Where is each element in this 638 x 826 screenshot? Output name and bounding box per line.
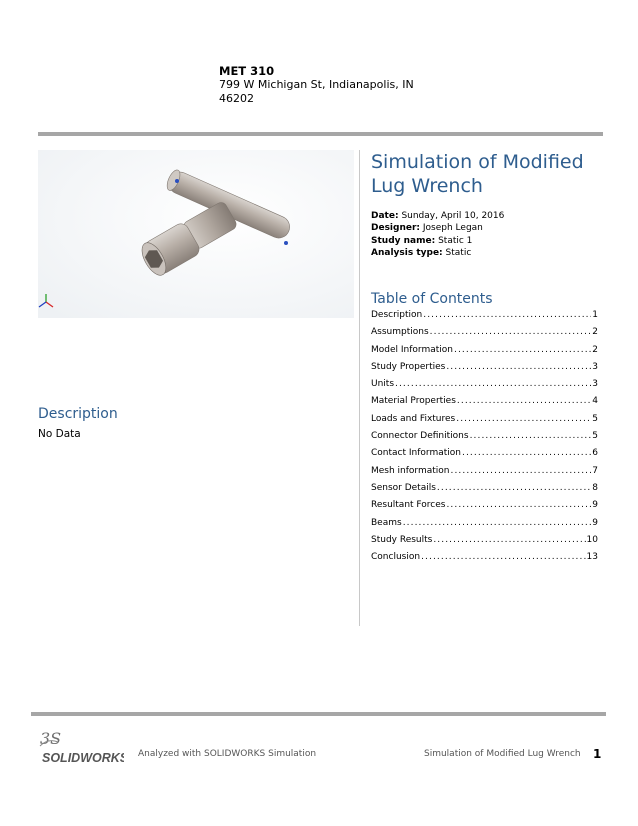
column-divider	[359, 150, 360, 626]
footer-right-text: Simulation of Modified Lug Wrench	[424, 749, 581, 759]
svg-text:SOLIDWORKS: SOLIDWORKS	[42, 751, 124, 765]
address-line-2: 46202	[219, 92, 254, 105]
toc-heading: Table of Contents	[371, 291, 493, 307]
toc-item[interactable]: Material Properties ..... 4	[371, 396, 598, 413]
description-text: No Data	[38, 428, 81, 440]
meta-analysis-type: Analysis type: Static	[371, 247, 472, 258]
lug-wrench-render-icon	[38, 150, 354, 318]
toc-item[interactable]: Conclusion ..... 13	[371, 552, 598, 569]
toc-item[interactable]: Mesh information ..... 7	[371, 466, 598, 483]
model-image	[38, 150, 354, 318]
toc-item[interactable]: Sensor Details ..... 8	[371, 483, 598, 500]
toc-item[interactable]: Description ..... 1	[371, 310, 598, 327]
toc-item[interactable]: Connector Definitions ..... 5	[371, 431, 598, 448]
document-title: Simulation of Modified Lug Wrench	[371, 151, 584, 197]
meta-study-name: Study name: Static 1	[371, 235, 473, 246]
toc-item[interactable]: Study Properties ..... 3	[371, 362, 598, 379]
study-meta	[371, 210, 504, 259]
footer-left-text: Analyzed with SOLIDWORKS Simulation	[138, 749, 317, 759]
toc-list	[371, 310, 598, 569]
ds-logo-icon	[38, 726, 124, 766]
toc-item[interactable]: Units ..... 3	[371, 379, 598, 396]
solidworks-logo	[38, 726, 124, 766]
meta-date: Date: Sunday, April 10, 2016	[371, 211, 505, 221]
toc-item[interactable]: Study Results ..... 10	[371, 535, 598, 552]
footer-divider	[31, 712, 606, 716]
header-divider	[38, 132, 603, 136]
meta-designer: Designer: Joseph Legan	[371, 223, 483, 234]
toc-item[interactable]: Loads and Fixtures ..... 5	[371, 414, 598, 431]
toc-item[interactable]: Resultant Forces ..... 9	[371, 500, 598, 517]
page-number: 1	[593, 747, 602, 761]
address-block	[219, 64, 414, 106]
toc-item[interactable]: Assumptions ..... 2	[371, 327, 598, 344]
toc-item[interactable]: Beams ..... 9	[371, 518, 598, 535]
toc-item[interactable]: Contact Information ..... 6	[371, 448, 598, 465]
description-heading: Description	[38, 406, 118, 422]
organization-name: MET 310	[219, 64, 275, 78]
svg-text:3S: 3S	[40, 729, 62, 748]
toc-item[interactable]: Model Information ..... 2	[371, 345, 598, 362]
address-line-1: 799 W Michigan St, Indianapolis, IN	[219, 78, 414, 91]
